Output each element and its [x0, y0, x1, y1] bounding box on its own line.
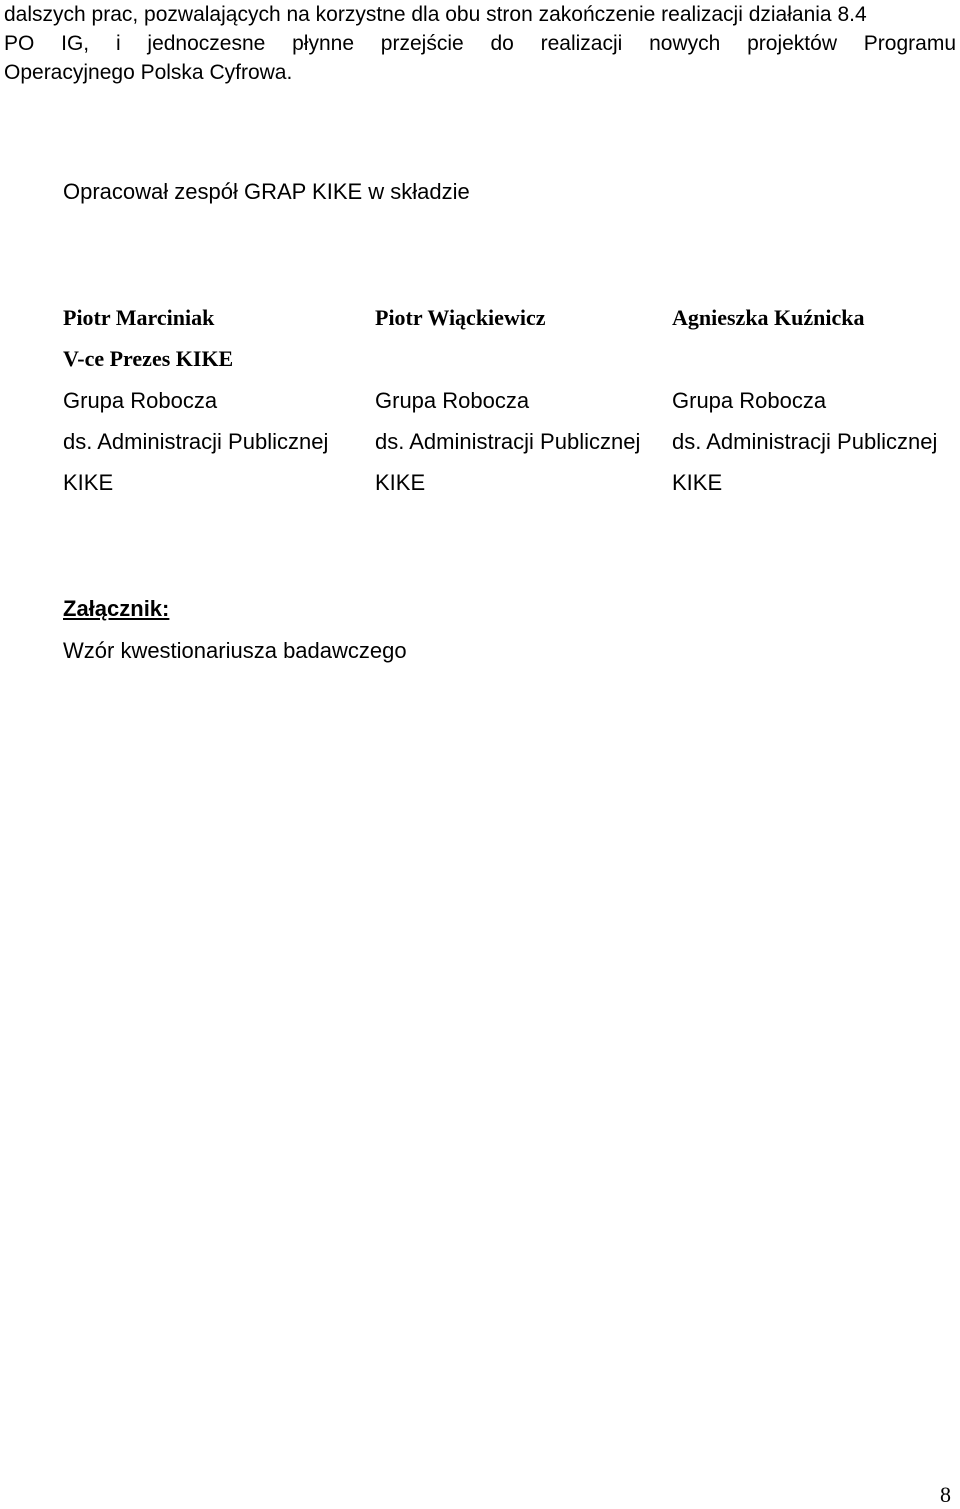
member-group: Grupa Robocza [63, 388, 218, 413]
member-group: Grupa Robocza [672, 388, 827, 413]
member-name: Agnieszka Kuźnicka [672, 305, 865, 330]
member-group: Grupa Robocza [375, 388, 530, 413]
member-group-scope: ds. Administracji Publicznej [375, 429, 641, 454]
attachment-title: Załącznik: [63, 596, 170, 621]
member-role: V-ce Prezes KIKE [63, 346, 234, 371]
intro-line-2: PO IG, i jednoczesne płynne przejście do realizacji nowych projektów Programu [4, 32, 956, 55]
member-org: KIKE [63, 470, 114, 495]
intro-line-1: dalszych prac, pozwalających na korzystne dla obu stron zakończenie realizacji działania 8.4 [4, 3, 867, 26]
team-heading: Opracował zespół GRAP KIKE w składzie [63, 179, 470, 204]
member-name: Piotr Wiąckiewicz [375, 305, 546, 330]
attachment-description: Wzór kwestionariusza badawczego [63, 638, 407, 663]
intro-paragraph [4, 0, 956, 87]
page-number: 8 [940, 1482, 951, 1507]
intro-line-3: Operacyjnego Polska Cyfrowa. [4, 61, 293, 84]
member-org: KIKE [672, 470, 723, 495]
member-group-scope: ds. Administracji Publicznej [63, 429, 329, 454]
member-org: KIKE [375, 470, 426, 495]
member-group-scope: ds. Administracji Publicznej [672, 429, 938, 454]
member-name: Piotr Marciniak [63, 305, 215, 330]
